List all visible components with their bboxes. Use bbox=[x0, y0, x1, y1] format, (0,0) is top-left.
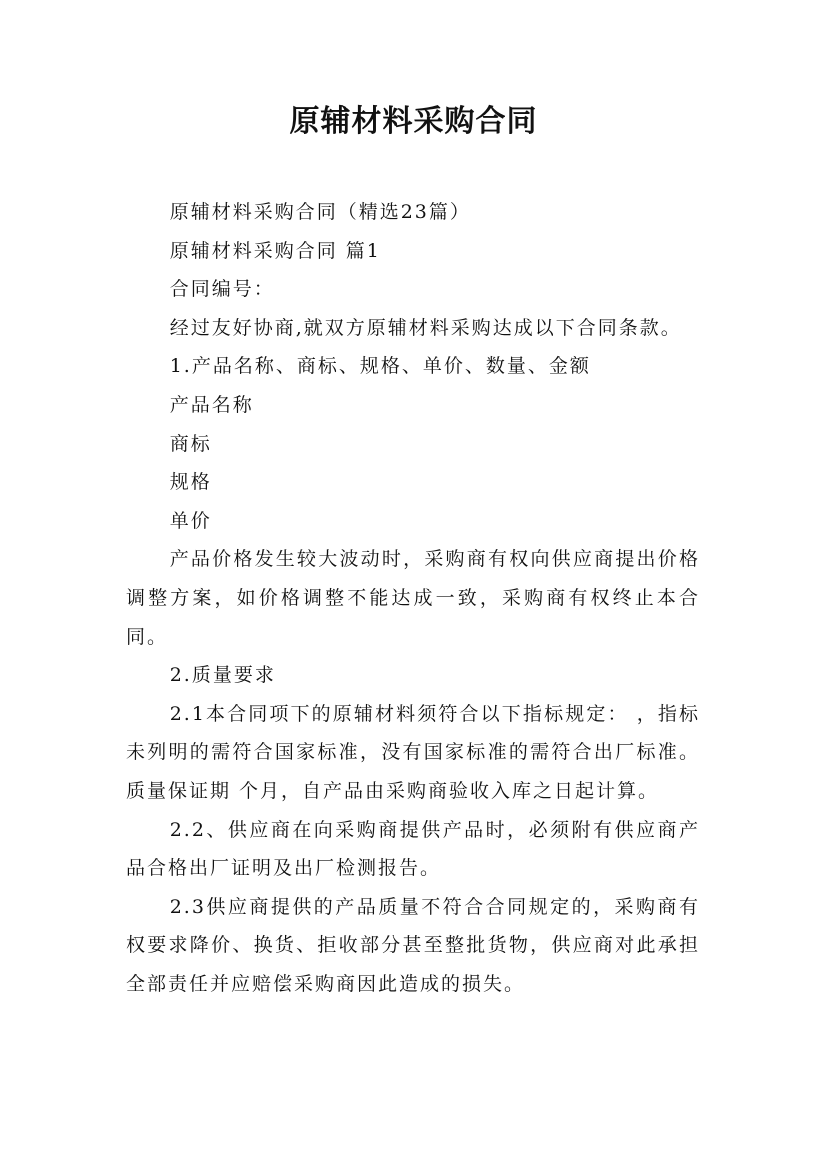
paragraph-price-adjustment: 产品价格发生较大波动时，采购商有权向供应商提出价格调整方案，如价格调整不能达成一致，采购商有权终止本合同。 bbox=[126, 548, 700, 648]
document-title: 原辅材料采购合同 bbox=[289, 104, 538, 139]
paragraph-subtitle: 原辅材料采购合同（精选23篇） bbox=[169, 201, 471, 223]
paragraph-section-1-heading: 1.产品名称、商标、规格、单价、数量、金额 bbox=[169, 355, 591, 378]
paragraph-clause-2-3: 2.3供应商提供的产品质量不符合合同规定的，采购商有权要求降价、换货、拒收部分甚至整批货物，供应商对此承担全部责任并应赔偿采购商因此造成的损失。 bbox=[126, 895, 700, 995]
paragraph-specification: 规格 bbox=[169, 471, 212, 494]
paragraph-contract-number: 合同编号： bbox=[169, 278, 275, 301]
paragraph-intro: 经过友好协商,就双方原辅材料采购达成以下合同条款。 bbox=[169, 316, 682, 339]
paragraph-unit-price: 单价 bbox=[169, 509, 212, 532]
paragraph-product-name: 产品名称 bbox=[169, 393, 254, 416]
paragraph-trademark: 商标 bbox=[169, 432, 212, 455]
paragraph-clause-2-1: 2.1本合同项下的原辅材料须符合以下指标规定： ，指标未列明的需符合国家标准，没有国家标准的需符合出厂标准。质量保证期 个月，自产品由采购商验收入库之日起计算。 bbox=[126, 702, 700, 802]
paragraph-clause-2-2: 2.2、供应商在向采购商提供产品时，必须附有供应商产品合格出厂证明及出厂检测报告。 bbox=[126, 818, 700, 880]
document-body bbox=[126, 193, 700, 1003]
paragraph-part-heading: 原辅材料采购合同 篇1 bbox=[169, 239, 381, 262]
paragraph-section-2-heading: 2.质量要求 bbox=[169, 664, 276, 687]
